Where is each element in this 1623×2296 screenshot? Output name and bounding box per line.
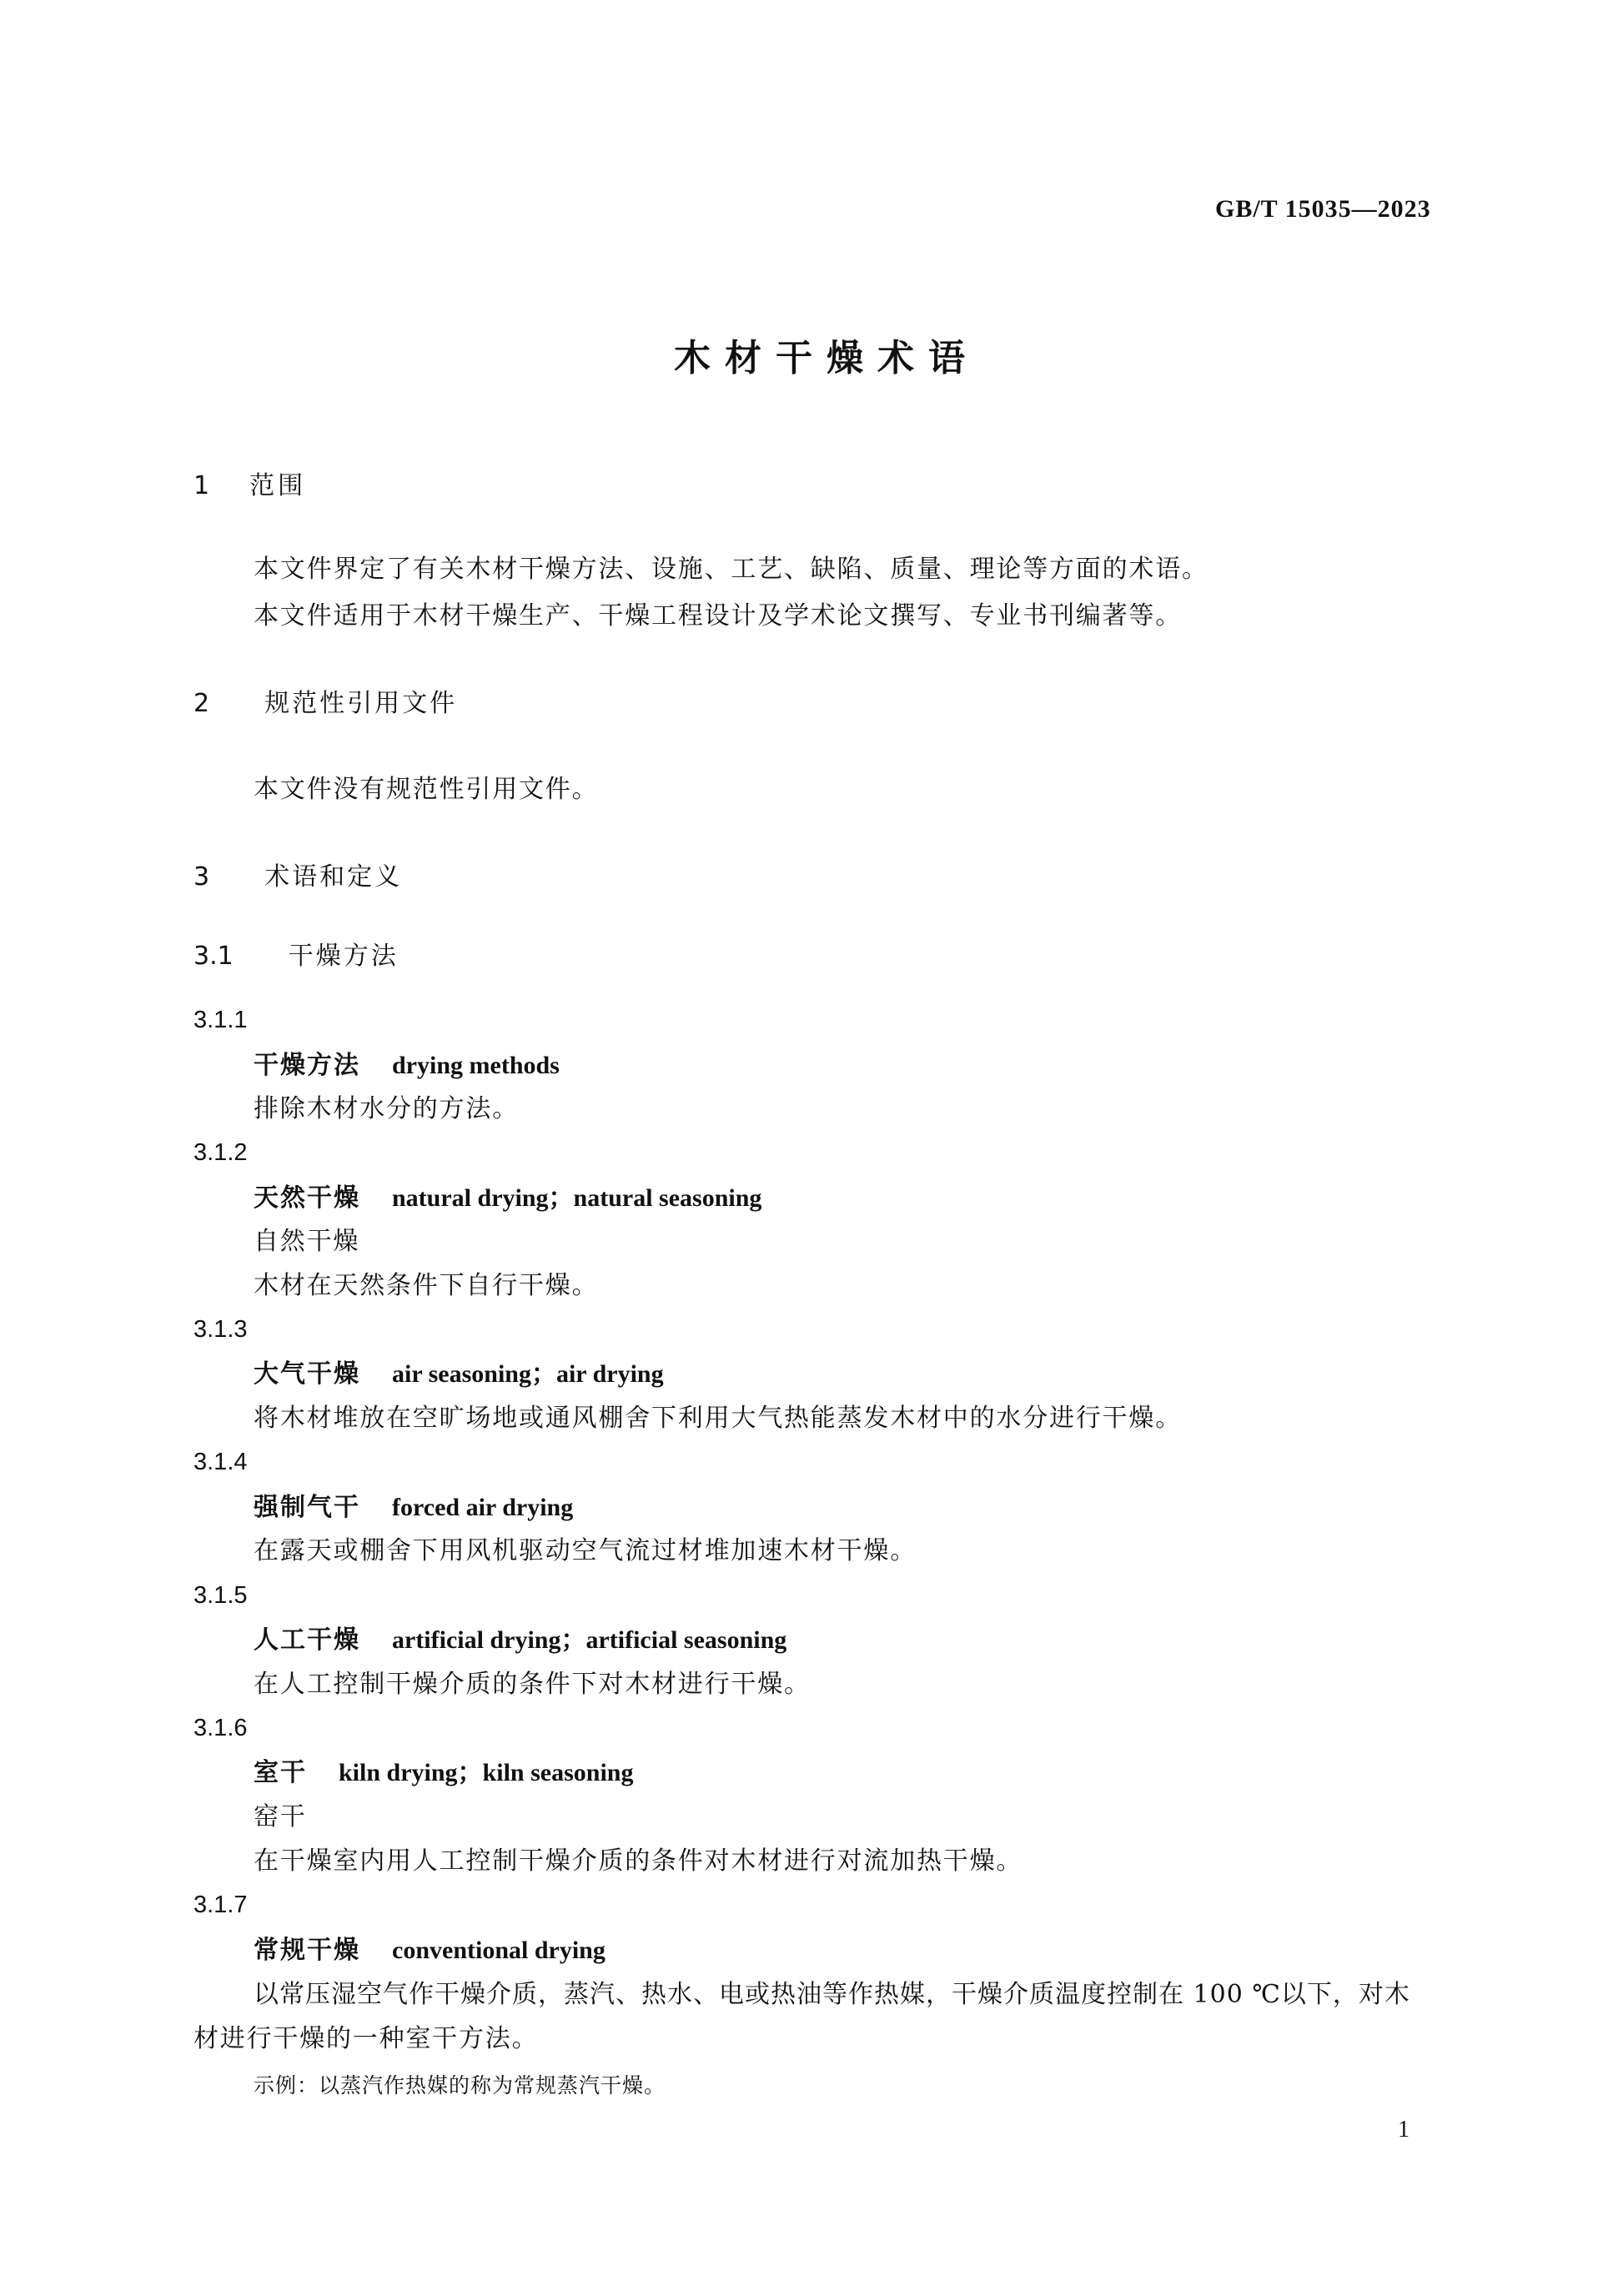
term-number: 3.1.7 — [193, 1892, 248, 1918]
term-example: 示例：以蒸汽作热媒的称为常规蒸汽干燥。 — [254, 2073, 666, 2098]
term-en: kiln drying；kiln seasoning — [339, 1759, 634, 1786]
term-en: artificial drying；artificial seasoning — [392, 1626, 787, 1654]
term-cn: 室干 — [254, 1758, 307, 1787]
term-cn: 强制气干 — [254, 1493, 360, 1522]
term-cn: 人工干燥 — [254, 1625, 360, 1655]
term-definition: 以常压湿空气作干燥介质，蒸汽、热水、电或热油等作热媒，干燥介质温度控制在 100 ℃以下，对木 — [254, 1980, 1410, 2009]
section-number: 1 — [193, 471, 210, 500]
section-3-heading — [193, 862, 403, 892]
term-heading — [254, 1495, 573, 1520]
term-en: natural drying；natural seasoning — [392, 1184, 762, 1212]
term-en: conventional drying — [392, 1937, 605, 1964]
term-synonym: 自然干燥 — [254, 1227, 360, 1256]
section-number: 3 — [193, 862, 210, 892]
term-number: 3.1.2 — [193, 1139, 248, 1166]
term-heading — [254, 1359, 664, 1389]
term-heading — [254, 1758, 634, 1787]
section-number: 2 — [193, 689, 210, 718]
standard-code: GB/T 15035—2023 — [1215, 195, 1431, 223]
term-number: 3.1.1 — [193, 1007, 248, 1033]
term-heading — [254, 1053, 560, 1078]
term-definition: 排除木材水分的方法。 — [254, 1094, 519, 1123]
section-title: 术语和定义 — [264, 862, 403, 892]
term-definition: 在露天或棚舍下用风机驱动空气流过材堆加速木材干燥。 — [254, 1536, 917, 1565]
term-definition: 将木材堆放在空旷场地或通风棚舍下利用大气热能蒸发木材中的水分进行干燥。 — [254, 1404, 1182, 1433]
term-number: 3.1.3 — [193, 1316, 248, 1343]
term-en: air seasoning；air drying — [392, 1360, 664, 1388]
term-number: 3.1.5 — [193, 1582, 248, 1609]
term-cn: 干燥方法 — [254, 1051, 360, 1080]
document-title: 木材干燥术语 — [674, 337, 979, 379]
term-definition: 在人工控制干燥介质的条件下对木材进行干燥。 — [254, 1670, 811, 1699]
section-title: 规范性引用文件 — [264, 689, 458, 718]
term-definition: 木材在天然条件下自行干燥。 — [254, 1271, 599, 1300]
term-heading — [254, 1183, 762, 1213]
section-1-heading — [193, 471, 307, 500]
section-1-paragraph: 本文件适用于木材干燥生产、干燥工程设计及学术论文撰写、专业书刊编著等。 — [254, 601, 1182, 631]
term-number: 3.1.6 — [193, 1715, 248, 1741]
term-cn: 常规干燥 — [254, 1936, 360, 1965]
section-3-1-heading — [193, 944, 399, 969]
term-heading — [254, 1938, 605, 1963]
section-number: 3.1 — [193, 942, 234, 971]
term-number: 3.1.4 — [193, 1449, 248, 1475]
term-definition-continued: 材进行干燥的一种室干方法。 — [193, 2024, 539, 2053]
term-heading — [254, 1625, 787, 1655]
section-title: 干燥方法 — [288, 942, 399, 971]
term-en: drying methods — [392, 1052, 560, 1079]
section-2-paragraph: 本文件没有规范性引用文件。 — [254, 775, 599, 804]
term-synonym: 窑干 — [254, 1802, 307, 1831]
section-2-heading — [193, 691, 457, 716]
term-en: forced air drying — [392, 1494, 574, 1521]
section-title: 范围 — [249, 471, 307, 500]
section-1-paragraph: 本文件界定了有关木材干燥方法、设施、工艺、缺陷、质量、理论等方面的术语。 — [254, 555, 1208, 584]
page-number: 1 — [1398, 2117, 1409, 2143]
term-cn: 大气干燥 — [254, 1359, 360, 1389]
term-cn: 天然干燥 — [254, 1183, 360, 1213]
term-definition: 在干燥室内用人工控制干燥介质的条件对木材进行对流加热干燥。 — [254, 1846, 1023, 1876]
